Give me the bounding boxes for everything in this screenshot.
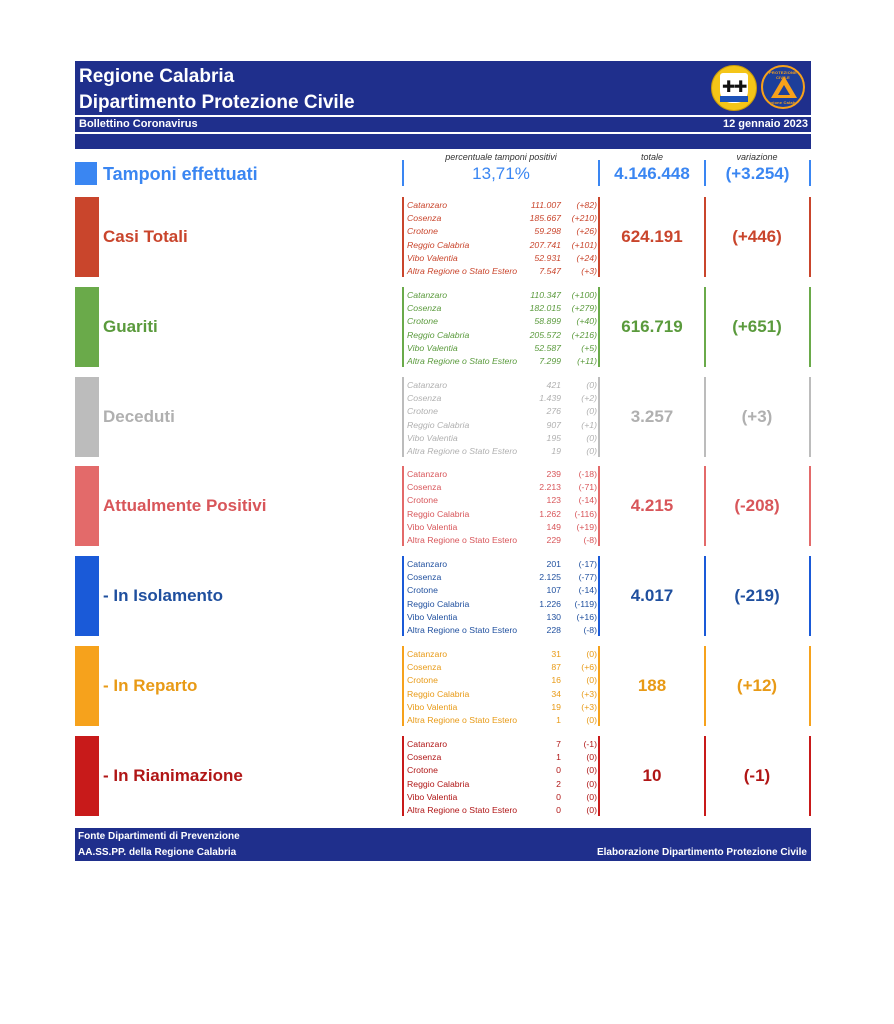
province-name: Altra Regione o Stato Estero xyxy=(407,714,518,725)
province-value: 2 xyxy=(556,778,561,789)
column-divider xyxy=(402,287,404,367)
column-divider xyxy=(809,287,811,367)
section-in-reparto xyxy=(75,646,811,726)
column-divider xyxy=(598,646,600,726)
province-name: Crotone xyxy=(407,226,438,237)
province-name: Catanzaro xyxy=(407,469,448,479)
province-name: Reggio Calabria xyxy=(407,778,470,789)
province-delta: (+216) xyxy=(571,329,597,340)
province-delta: (-77) xyxy=(578,572,597,583)
province-value: 107 xyxy=(546,585,561,596)
protezione-civile-logo-icon xyxy=(761,65,805,109)
divider-bar xyxy=(75,134,811,149)
bulletin-bar xyxy=(75,117,811,132)
province-name: Crotone xyxy=(407,675,438,686)
province-row xyxy=(407,302,597,315)
province-name: Cosenza xyxy=(407,662,442,673)
province-name: Catanzaro xyxy=(407,290,448,300)
province-breakdown xyxy=(407,648,597,727)
province-name: Catanzaro xyxy=(407,200,448,210)
section-label: Casi Totali xyxy=(103,227,188,246)
province-value: 19 xyxy=(551,701,561,712)
total-caption: totale xyxy=(640,152,664,162)
province-delta: (-8) xyxy=(583,534,597,545)
province-value: 1.439 xyxy=(539,393,561,404)
province-delta: (0) xyxy=(586,791,597,802)
tamponi-label: Tamponi effettuati xyxy=(103,164,258,184)
province-delta: (0) xyxy=(586,752,597,763)
province-name: Altra Regione o Stato Estero xyxy=(407,624,518,635)
province-value: 130 xyxy=(546,611,561,622)
department-title: Dipartimento Protezione Civile xyxy=(79,92,355,113)
section-color-marker xyxy=(75,287,99,367)
footer-elaboration: Elaborazione Dipartimento Protezione Civile xyxy=(596,847,807,858)
province-value: 0 xyxy=(556,765,561,776)
province-name: Cosenza xyxy=(407,752,442,763)
province-row xyxy=(407,791,597,804)
province-name: Vibo Valentia xyxy=(407,701,458,712)
tamponi-divider xyxy=(402,160,404,186)
column-divider xyxy=(402,377,404,457)
section-label: - In Reparto xyxy=(103,676,198,695)
footer-banner xyxy=(75,828,811,861)
logo-text-top: PROTEZIONE CIVILE xyxy=(768,70,797,80)
province-row xyxy=(407,558,597,571)
province-delta: (0) xyxy=(586,675,597,686)
province-row xyxy=(407,392,597,405)
province-value: 149 xyxy=(546,521,561,532)
province-value: 7 xyxy=(556,739,561,749)
section-deceduti xyxy=(75,377,811,457)
column-divider xyxy=(598,377,600,457)
section-total: 4.017 xyxy=(630,586,674,605)
province-delta: (+24) xyxy=(576,252,597,263)
province-value: 276 xyxy=(546,406,561,417)
pct-caption: percentuale tamponi positivi xyxy=(445,152,557,162)
province-delta: (-14) xyxy=(578,495,597,506)
province-value: 31 xyxy=(551,649,561,659)
province-row xyxy=(407,571,597,584)
province-row xyxy=(407,315,597,328)
province-value: 52.931 xyxy=(534,252,561,263)
province-delta: (0) xyxy=(586,406,597,417)
province-name: Catanzaro xyxy=(407,559,448,569)
province-row xyxy=(407,674,597,687)
province-value: 111.007 xyxy=(530,200,561,210)
province-value: 52.587 xyxy=(534,342,561,353)
province-breakdown xyxy=(407,199,597,278)
section-label: - In Isolamento xyxy=(103,586,223,605)
province-row xyxy=(407,468,597,481)
province-value: 205.572 xyxy=(529,329,561,340)
logo-text-bottom: Regione Calabria xyxy=(765,100,801,105)
section-total: 3.257 xyxy=(630,407,674,426)
province-row xyxy=(407,494,597,507)
province-value: 58.899 xyxy=(534,316,561,327)
column-divider xyxy=(598,556,600,636)
province-value: 229 xyxy=(546,534,561,545)
province-name: Cosenza xyxy=(407,393,442,404)
cross-icon: ✚ xyxy=(722,79,736,96)
province-row xyxy=(407,804,597,817)
province-name: Reggio Calabria xyxy=(407,239,470,250)
province-row xyxy=(407,584,597,597)
province-delta: (-17) xyxy=(578,559,597,569)
province-value: 239 xyxy=(546,469,561,479)
province-value: 2.125 xyxy=(539,572,561,583)
province-value: 0 xyxy=(556,804,561,815)
column-divider xyxy=(598,287,600,367)
province-delta: (+279) xyxy=(571,303,597,314)
province-breakdown xyxy=(407,289,597,368)
column-divider xyxy=(598,736,600,816)
column-divider xyxy=(704,377,706,457)
province-name: Vibo Valentia xyxy=(407,791,458,802)
province-row xyxy=(407,778,597,791)
province-value: 0 xyxy=(556,791,561,802)
province-row xyxy=(407,688,597,701)
province-row xyxy=(407,419,597,432)
province-name: Cosenza xyxy=(407,303,442,314)
province-name: Reggio Calabria xyxy=(407,329,470,340)
province-delta: (-116) xyxy=(574,508,597,519)
column-divider xyxy=(704,287,706,367)
section-in-isolamento xyxy=(75,556,811,636)
column-divider xyxy=(809,466,811,546)
province-delta: (+26) xyxy=(576,226,597,237)
section-total: 624.191 xyxy=(621,227,683,246)
province-delta: (+101) xyxy=(571,239,597,250)
province-delta: (+5) xyxy=(581,342,597,353)
province-delta: (0) xyxy=(586,778,597,789)
section-variation: (-219) xyxy=(734,586,780,605)
section-total: 4.215 xyxy=(630,496,674,515)
province-row xyxy=(407,445,597,458)
province-value: 87 xyxy=(551,662,561,673)
tamponi-color-marker xyxy=(75,162,97,185)
province-name: Crotone xyxy=(407,765,438,776)
province-row xyxy=(407,289,597,302)
province-name: Altra Regione o Stato Estero xyxy=(407,445,518,456)
section-total: 10 xyxy=(642,766,662,785)
province-delta: (0) xyxy=(586,804,597,815)
province-delta: (+6) xyxy=(581,662,597,673)
province-value: 1.226 xyxy=(539,598,561,609)
tamponi-total: 4.146.448 xyxy=(614,164,690,183)
column-divider xyxy=(402,646,404,726)
province-value: 123 xyxy=(546,495,561,506)
province-delta: (0) xyxy=(586,445,597,456)
province-row xyxy=(407,212,597,225)
province-value: 185.667 xyxy=(529,213,561,224)
province-name: Crotone xyxy=(407,495,438,506)
section-variation: (-208) xyxy=(734,496,780,515)
province-name: Crotone xyxy=(407,406,438,417)
province-delta: (+210) xyxy=(571,213,597,224)
province-row xyxy=(407,534,597,547)
province-row xyxy=(407,265,597,278)
province-row xyxy=(407,508,597,521)
province-row xyxy=(407,252,597,265)
province-value: 34 xyxy=(551,688,561,699)
header-banner xyxy=(75,61,811,115)
province-delta: (+1) xyxy=(581,419,597,430)
province-row xyxy=(407,661,597,674)
tamponi-pct: 13,71% xyxy=(472,164,530,183)
province-row xyxy=(407,481,597,494)
province-name: Reggio Calabria xyxy=(407,508,470,519)
section-color-marker xyxy=(75,646,99,726)
province-delta: (+16) xyxy=(576,611,597,622)
section-label: Guariti xyxy=(103,317,158,336)
province-delta: (0) xyxy=(586,432,597,443)
province-delta: (+2) xyxy=(581,393,597,404)
province-value: 16 xyxy=(551,675,561,686)
column-divider xyxy=(704,556,706,636)
province-name: Cosenza xyxy=(407,572,442,583)
province-name: Reggio Calabria xyxy=(407,598,470,609)
triangle-inner xyxy=(778,85,790,95)
province-row xyxy=(407,432,597,445)
section-attualmente-positivi xyxy=(75,466,811,546)
region-title: Regione Calabria xyxy=(79,66,235,87)
province-value: 7.299 xyxy=(539,355,561,366)
variation-caption: variazione xyxy=(736,152,778,162)
province-delta: (+19) xyxy=(576,521,597,532)
section-variation: (-1) xyxy=(743,766,771,785)
province-name: Crotone xyxy=(407,585,438,596)
section-total: 188 xyxy=(637,676,667,695)
footer-authority: AA.SS.PP. della Regione Calabria xyxy=(78,847,237,858)
province-name: Altra Regione o Stato Estero xyxy=(407,804,518,815)
cross-icon: ✚ xyxy=(734,79,748,96)
tamponi-divider xyxy=(809,160,811,186)
section-color-marker xyxy=(75,466,99,546)
province-delta: (+3) xyxy=(581,688,597,699)
province-name: Catanzaro xyxy=(407,649,448,659)
province-value: 110.347 xyxy=(530,290,561,300)
column-divider xyxy=(809,736,811,816)
province-row xyxy=(407,225,597,238)
province-name: Vibo Valentia xyxy=(407,252,458,263)
province-delta: (-14) xyxy=(578,585,597,596)
province-row xyxy=(407,199,597,212)
province-value: 907 xyxy=(546,419,561,430)
column-divider xyxy=(598,466,600,546)
province-row xyxy=(407,239,597,252)
province-breakdown xyxy=(407,379,597,458)
province-value: 1.262 xyxy=(539,508,561,519)
province-row xyxy=(407,379,597,392)
section-color-marker xyxy=(75,197,99,277)
column-divider xyxy=(809,197,811,277)
regione-calabria-logo-icon xyxy=(711,65,757,111)
province-breakdown xyxy=(407,738,597,817)
column-divider xyxy=(402,466,404,546)
province-name: Catanzaro xyxy=(407,380,448,390)
province-name: Cosenza xyxy=(407,482,442,493)
province-row xyxy=(407,521,597,534)
column-divider xyxy=(809,556,811,636)
section-label: - In Rianimazione xyxy=(103,766,243,785)
shield-band xyxy=(720,96,748,102)
province-breakdown xyxy=(407,468,597,547)
province-row xyxy=(407,624,597,637)
province-name: Altra Regione o Stato Estero xyxy=(407,355,518,366)
tamponi-variation: (+3.254) xyxy=(725,164,790,183)
province-name: Reggio Calabria xyxy=(407,419,470,430)
column-divider xyxy=(402,197,404,277)
section-label: Attualmente Positivi xyxy=(103,496,267,515)
province-delta: (+100) xyxy=(571,290,597,300)
section-total: 616.719 xyxy=(621,317,683,336)
bulletin-date: 12 gennaio 2023 xyxy=(723,118,808,130)
province-name: Vibo Valentia xyxy=(407,521,458,532)
province-delta: (0) xyxy=(586,765,597,776)
province-row xyxy=(407,355,597,368)
column-divider xyxy=(809,646,811,726)
province-name: Vibo Valentia xyxy=(407,432,458,443)
section-variation: (+651) xyxy=(732,317,782,336)
column-divider xyxy=(402,556,404,636)
province-value: 207.741 xyxy=(529,239,561,250)
province-row xyxy=(407,648,597,661)
column-divider xyxy=(704,466,706,546)
province-name: Vibo Valentia xyxy=(407,611,458,622)
province-row xyxy=(407,701,597,714)
province-value: 182.015 xyxy=(529,303,561,314)
province-delta: (+82) xyxy=(576,200,597,210)
province-delta: (-119) xyxy=(574,598,597,609)
section-label: Deceduti xyxy=(103,407,175,426)
section-casi-totali xyxy=(75,197,811,277)
province-name: Crotone xyxy=(407,316,438,327)
bulletin-subtitle: Bollettino Coronavirus xyxy=(79,118,198,130)
province-delta: (0) xyxy=(586,380,597,390)
province-value: 1 xyxy=(556,714,561,725)
province-value: 19 xyxy=(551,445,561,456)
province-row xyxy=(407,764,597,777)
province-value: 421 xyxy=(546,380,561,390)
province-value: 195 xyxy=(546,432,561,443)
column-divider xyxy=(598,197,600,277)
province-row xyxy=(407,342,597,355)
province-delta: (-18) xyxy=(578,469,597,479)
section-color-marker xyxy=(75,377,99,457)
province-name: Altra Regione o Stato Estero xyxy=(407,534,518,545)
province-row xyxy=(407,598,597,611)
province-value: 228 xyxy=(546,624,561,635)
section-color-marker xyxy=(75,556,99,636)
province-row xyxy=(407,714,597,727)
province-delta: (-1) xyxy=(583,739,597,749)
section-variation: (+12) xyxy=(736,676,778,695)
province-name: Catanzaro xyxy=(407,739,448,749)
province-name: Altra Regione o Stato Estero xyxy=(407,265,518,276)
province-delta: (-8) xyxy=(583,624,597,635)
province-name: Vibo Valentia xyxy=(407,342,458,353)
province-name: Reggio Calabria xyxy=(407,688,470,699)
section-variation: (+3) xyxy=(741,407,773,426)
section-guariti xyxy=(75,287,811,367)
province-delta: (+3) xyxy=(581,701,597,712)
column-divider xyxy=(704,646,706,726)
province-row xyxy=(407,751,597,764)
column-divider xyxy=(402,736,404,816)
province-value: 7.547 xyxy=(539,265,561,276)
province-delta: (-71) xyxy=(578,482,597,493)
province-delta: (0) xyxy=(586,714,597,725)
section-variation: (+446) xyxy=(732,227,782,246)
province-row xyxy=(407,738,597,751)
province-delta: (0) xyxy=(586,649,597,659)
province-delta: (+40) xyxy=(576,316,597,327)
column-divider xyxy=(704,197,706,277)
province-breakdown xyxy=(407,558,597,637)
column-divider xyxy=(704,736,706,816)
province-row xyxy=(407,405,597,418)
province-value: 201 xyxy=(546,559,561,569)
province-name: Cosenza xyxy=(407,213,442,224)
province-value: 59.298 xyxy=(534,226,561,237)
province-delta: (+3) xyxy=(581,265,597,276)
province-value: 2.213 xyxy=(539,482,561,493)
province-row xyxy=(407,329,597,342)
footer-source: Fonte Dipartimenti di Prevenzione xyxy=(78,831,240,842)
column-divider xyxy=(809,377,811,457)
province-value: 1 xyxy=(556,752,561,763)
province-row xyxy=(407,611,597,624)
province-delta: (+11) xyxy=(577,355,597,366)
section-color-marker xyxy=(75,736,99,816)
section-in-rianimazione xyxy=(75,736,811,816)
